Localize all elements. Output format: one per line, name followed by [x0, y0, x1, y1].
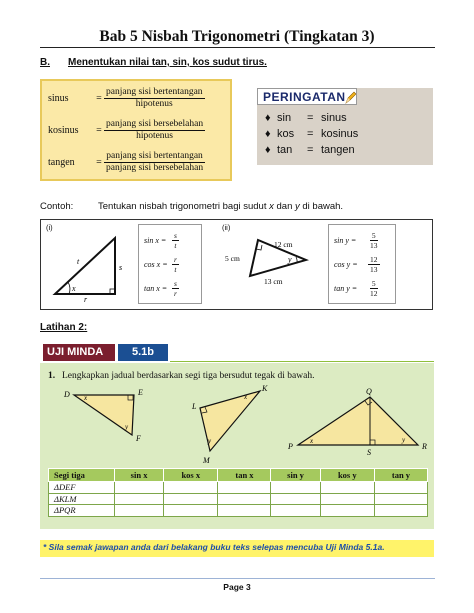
numerator: panjang sisi bersebelahan	[106, 119, 204, 129]
peringatan-row-kos	[265, 128, 358, 140]
var-y: y	[295, 201, 300, 212]
answer-cell[interactable]	[115, 482, 164, 494]
uji-minda-badge: UJI MINDA	[43, 344, 115, 361]
table-row	[49, 505, 428, 517]
numerator: s	[174, 279, 177, 288]
fraction	[104, 87, 205, 110]
formula-tangen	[48, 151, 205, 174]
function-full-name: kosinus	[321, 128, 359, 140]
var-x: x	[269, 201, 274, 212]
equals-sign: =	[307, 112, 314, 124]
denominator: r	[174, 289, 177, 298]
peringatan-box	[257, 88, 433, 165]
answer-cell[interactable]	[164, 505, 218, 517]
angle-y: y	[208, 437, 212, 445]
answer-cell[interactable]	[218, 493, 271, 505]
numerator: r	[174, 255, 177, 264]
side-s: s	[119, 263, 123, 272]
equals-sign: =	[96, 157, 102, 168]
answer-cell[interactable]	[271, 505, 320, 517]
col-header: tan y	[374, 469, 427, 482]
fraction	[172, 255, 179, 274]
solution-lhs: cos x =	[144, 260, 168, 269]
col-header: kos x	[164, 469, 218, 482]
function-name: sin	[277, 112, 292, 124]
section-b-heading	[40, 57, 267, 68]
denominator: 13	[370, 241, 378, 250]
numerator: 5	[371, 231, 376, 240]
instruction-text: Tentukan nisbah trigonometri bagi sudut	[98, 201, 270, 212]
function-full-name: sinus	[321, 112, 347, 124]
note-banner	[40, 540, 434, 557]
solution-line	[144, 279, 179, 298]
vertex-d: D	[64, 390, 70, 399]
denominator: t	[174, 265, 177, 274]
peringatan-title-wrap	[257, 88, 357, 105]
answer-cell[interactable]	[115, 505, 164, 517]
row-label	[49, 505, 115, 517]
equals-sign: =	[307, 128, 314, 140]
answer-cell[interactable]	[271, 482, 320, 494]
numerator: 12	[370, 255, 378, 264]
denominator: 13	[370, 265, 378, 274]
equals-sign: =	[307, 144, 314, 156]
answer-cell[interactable]	[271, 493, 320, 505]
answer-cell[interactable]	[374, 482, 427, 494]
solution-line	[144, 255, 179, 274]
function-name: tan	[277, 144, 293, 156]
numerator: s	[174, 231, 177, 240]
function-full-name: tangen	[321, 144, 355, 156]
row-label	[49, 482, 115, 494]
question-1	[48, 371, 314, 381]
footer-divider	[40, 578, 435, 579]
pencil-icon	[344, 91, 356, 104]
vertex-e: E	[138, 388, 143, 397]
formula-name: kosinus	[48, 125, 79, 136]
vertex-k: K	[262, 385, 268, 393]
formula-name: sinus	[48, 93, 69, 104]
vertex-q: Q	[366, 387, 372, 396]
numerator: panjang sisi bertentangan	[106, 87, 203, 97]
col-header: Segi tiga	[49, 469, 115, 482]
vertex-p: P	[288, 442, 293, 451]
side-5cm: 5 cm	[225, 254, 240, 263]
answer-table	[48, 468, 428, 517]
angle-x: x	[244, 393, 248, 401]
table-row	[49, 493, 428, 505]
row-label	[49, 493, 115, 505]
table-header-row	[49, 469, 428, 482]
formula-sinus	[48, 87, 205, 110]
answer-cell[interactable]	[164, 493, 218, 505]
col-header: tan x	[218, 469, 271, 482]
side-r: r	[84, 295, 88, 302]
uji-minda-header	[40, 341, 434, 363]
solution-line	[144, 231, 179, 250]
vertex-f: F	[136, 434, 141, 443]
answer-cell[interactable]	[218, 482, 271, 494]
section-letter: B.	[40, 57, 50, 68]
solution-lhs: tan x =	[144, 284, 168, 293]
triangle-2-diagram	[222, 228, 322, 290]
triangle-pqr	[298, 397, 418, 445]
diamond-bullet-icon: ♦	[265, 112, 271, 124]
answer-cell[interactable]	[320, 493, 374, 505]
angle-x: x	[310, 437, 314, 445]
peringatan-row-sin	[265, 112, 347, 124]
answer-cell[interactable]	[320, 505, 374, 517]
example-2-label: (ii)	[222, 223, 231, 232]
angle-x: x	[84, 394, 88, 402]
note-text: * Sila semak jawapan anda dari belakang buku teks selepas mencuba Uji Minda 5.1a.	[43, 542, 385, 552]
solution-line	[334, 231, 380, 250]
angle-y: y	[402, 436, 406, 444]
answer-cell[interactable]	[320, 482, 374, 494]
answer-cell[interactable]	[164, 482, 218, 494]
answer-cell[interactable]	[374, 493, 427, 505]
vertex-s: S	[367, 448, 371, 457]
solution-box-1	[138, 224, 202, 304]
angle-y: y	[288, 255, 292, 264]
triangle-name: ΔDEF	[54, 482, 76, 493]
contoh-label: Contoh:	[40, 201, 74, 212]
fraction	[104, 151, 205, 174]
instruction-text: di bawah.	[299, 201, 344, 212]
triangles-diagram	[40, 385, 434, 467]
fraction	[368, 231, 380, 250]
solution-lhs: sin y =	[334, 236, 357, 245]
equals-sign: =	[96, 125, 102, 136]
solution-line	[334, 279, 380, 298]
answer-cell[interactable]	[115, 493, 164, 505]
numerator: 5	[371, 279, 376, 288]
solution-box-2	[328, 224, 396, 304]
table-row	[49, 482, 428, 494]
denominator: hipotenus	[135, 99, 173, 109]
denominator: t	[174, 241, 177, 250]
equals-sign: =	[96, 93, 102, 104]
fraction	[172, 279, 179, 298]
col-header: sin y	[271, 469, 320, 482]
header-line	[170, 361, 434, 362]
peringatan-row-tan	[265, 144, 355, 156]
solution-line	[334, 255, 380, 274]
page-title: Bab 5 Nisbah Trigonometri (Tingkatan 3)	[99, 28, 375, 45]
example-box	[40, 219, 433, 310]
vertex-l: L	[192, 402, 197, 411]
solution-lhs: tan y =	[334, 284, 358, 293]
triangle-name: ΔPQR	[54, 505, 76, 516]
fraction	[368, 255, 380, 274]
fraction	[368, 279, 380, 298]
triangle-1-diagram	[49, 230, 129, 302]
formula-name: tangen	[48, 157, 75, 168]
fraction	[172, 231, 179, 250]
solution-lhs: sin x =	[144, 236, 167, 245]
side-t: t	[77, 257, 80, 266]
triangle-name: ΔKLM	[54, 493, 77, 504]
answer-cell[interactable]	[218, 505, 271, 517]
diamond-bullet-icon: ♦	[265, 128, 271, 140]
uji-minda-box	[40, 341, 434, 529]
header-divider	[40, 47, 435, 48]
contoh-instruction	[98, 201, 343, 212]
side-12cm: 12 cm	[274, 240, 293, 249]
vertex-r: R	[422, 442, 427, 451]
instruction-text: dan	[273, 201, 295, 212]
angle-y: y	[125, 423, 129, 431]
denominator: panjang sisi bersebelahan	[106, 163, 204, 173]
col-header: sin x	[115, 469, 164, 482]
latihan-heading: Latihan 2:	[40, 322, 88, 333]
vertex-m: M	[203, 456, 210, 465]
example-1-label: (i)	[46, 223, 53, 232]
col-header: kos y	[320, 469, 374, 482]
formula-kosinus	[48, 119, 205, 142]
formula-box	[40, 79, 232, 181]
question-number: 1.	[48, 371, 56, 381]
denominator: 12	[370, 289, 378, 298]
solution-lhs: cos y =	[334, 260, 358, 269]
peringatan-title: PERINGATAN	[263, 90, 346, 104]
side-13cm: 13 cm	[264, 277, 283, 286]
denominator: hipotenus	[136, 131, 174, 141]
question-text: Lengkapkan jadual berdasarkan segi tiga bersudut tegak di bawah.	[62, 371, 315, 381]
section-text: Menentukan nilai tan, sin, kos sudut tirus.	[68, 57, 267, 68]
fraction	[104, 119, 205, 142]
page-number: Page 3	[223, 582, 251, 592]
function-name: kos	[277, 128, 295, 140]
diamond-bullet-icon: ♦	[265, 144, 271, 156]
angle-x: x	[72, 284, 76, 293]
answer-cell[interactable]	[374, 505, 427, 517]
uji-minda-number: 5.1b	[118, 344, 168, 361]
numerator: panjang sisi bertentangan	[106, 151, 203, 161]
